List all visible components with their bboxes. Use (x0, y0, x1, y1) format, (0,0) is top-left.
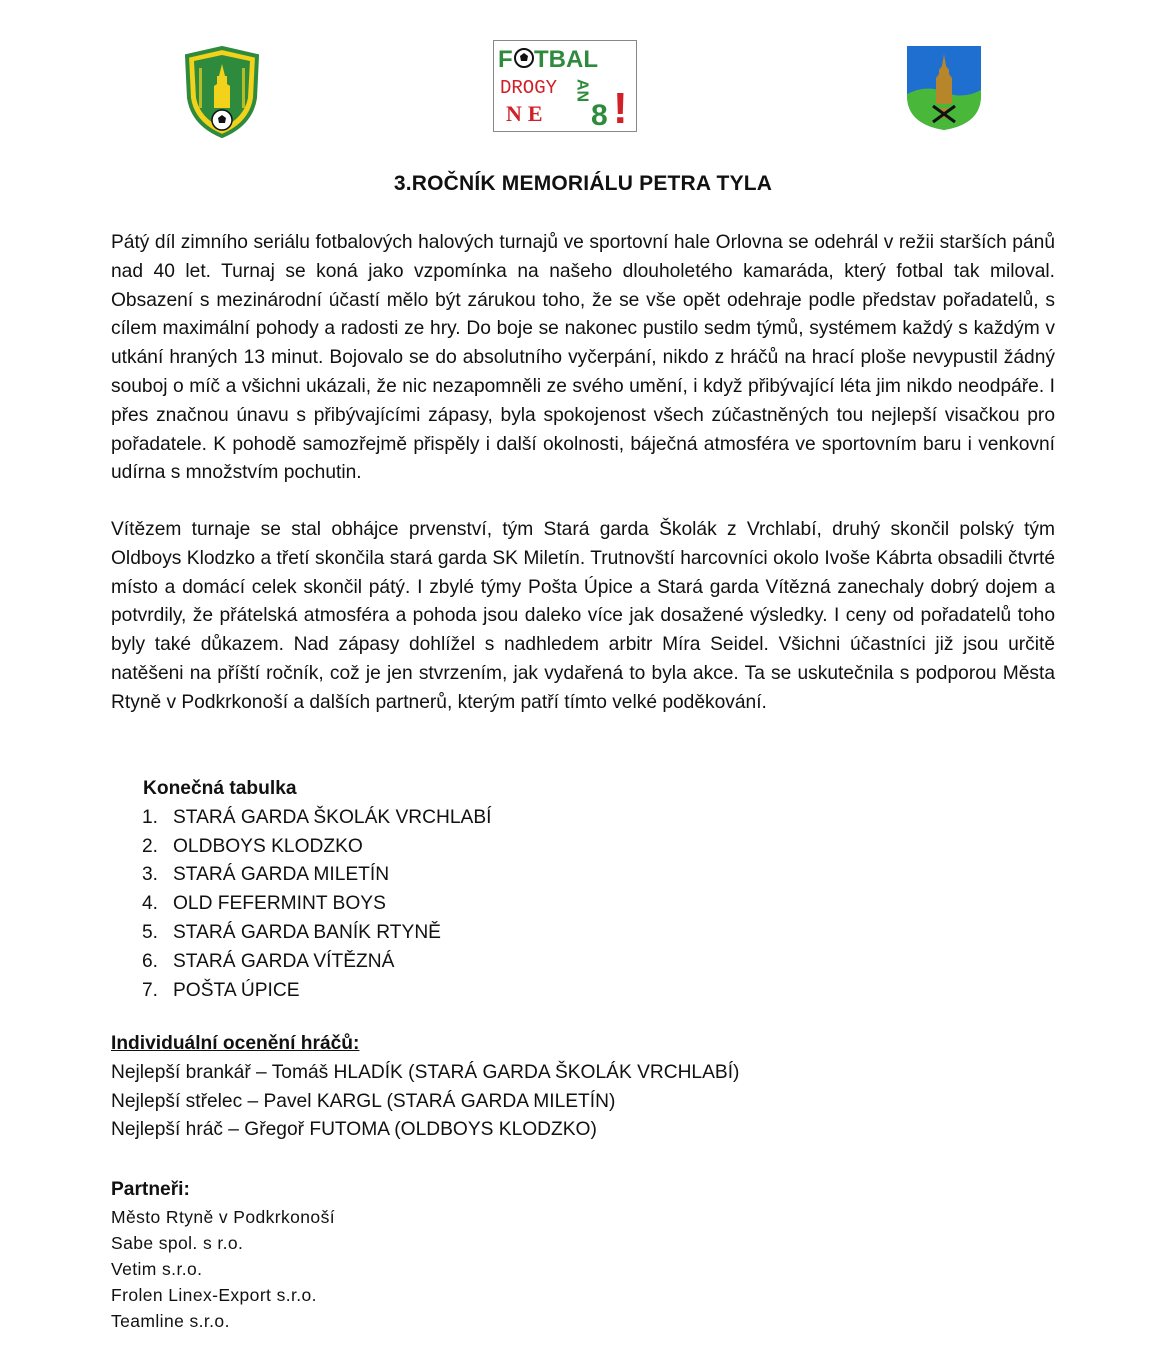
standings-row (143, 890, 491, 919)
standings-row (143, 833, 491, 862)
municipal-coat-of-arms-icon (905, 44, 983, 132)
partner-item: Frolen Linex-Export s.r.o. (111, 1285, 317, 1305)
standings-row (143, 977, 491, 1006)
standings-title: Konečná tabulka (143, 778, 297, 799)
standings-rank: 6. (141, 950, 158, 972)
logo-exclaim: ! (613, 84, 628, 131)
standings-list (143, 804, 491, 1006)
logo-letter-f: F (498, 46, 513, 73)
logo-number: 8 (591, 99, 608, 131)
standings-rank: 3. (141, 864, 158, 886)
partner-item: Sabe spol. s r.o. (111, 1233, 244, 1253)
page-title: 3.ROČNÍK MEMORIÁLU PETRA TYLA (393, 172, 773, 195)
partners-title: Partneři: (111, 1179, 190, 1200)
award-scorer: Nejlepší střelec – Pavel KARGL (STARÁ GARDA MILETÍN) (111, 1090, 616, 1112)
partner-item: Teamline s.r.o. (111, 1311, 230, 1331)
standings-team: POŠTA ÚPICE (173, 979, 300, 1001)
standings-rank: 1. (141, 806, 158, 828)
partner-item: Město Rtyně v Podkrkonoší (111, 1207, 335, 1227)
logo-ne: NE (506, 101, 549, 126)
standings-team: STARÁ GARDA BANÍK RTYNĚ (173, 921, 441, 943)
fotbal-ano-drogy-ne-logo (493, 40, 637, 132)
standings-team: OLD FEFERMINT BOYS (173, 893, 386, 915)
award-player: Nejlepší hráč – Gřegoř FUTOMA (OLDBOYS KLODZKO) (111, 1119, 597, 1141)
awards-title: Individuální ocenění hráčů: (111, 1033, 360, 1054)
article-paragraph-2: Vítězem turnaje se stal obhájce prvenství, tým Stará garda Školák z Vrchlabí, druhý skončil polský tým Oldboys Klodzko a třetí skončila stará garda SK Miletín. Trutnovští harcovníci okolo Ivoše Kábrta obsadili čtvrté místo a domácí celek skončil pátý. I zbylé týmy Pošta Úpice a Stará garda Vítězná zanechaly dobrý dojem a potvrdily, že přátelská atmosféra a pohoda jsou daleko více jak dosažené výsledky. I ceny od pořadatelů toho byly také důkazem. Nad zápasy dohlížel s nadhledem arbitr Míra Seidel. Všichni účastníci již jsou určitě natěšeni na příští ročník, což je jen stvrzením, jak vydařená to byla akce. Ta se uskutečnila s podporou Města Rtyně v Podkrkonoší a dalších partnerů, kterým patří tímto velké poděkování. (111, 519, 1055, 713)
standings-row (143, 804, 491, 833)
standings-rank: 2. (141, 835, 158, 857)
logo-drogy: DROGY (500, 77, 558, 99)
award-goalkeeper: Nejlepší brankář – Tomáš HLADÍK (STARÁ GARDA ŠKOLÁK VRCHLABÍ) (111, 1061, 740, 1083)
partners-list (111, 1204, 335, 1334)
logo-row (0, 36, 1166, 136)
standings-row (143, 861, 491, 890)
logo-ano-vertical: AN (573, 79, 591, 103)
standings-rank: 5. (141, 921, 158, 943)
standings-row (143, 919, 491, 948)
standings-rank: 7. (141, 979, 158, 1001)
standings-team: STARÁ GARDA MILETÍN (173, 864, 390, 886)
final-standings (143, 775, 491, 1005)
partners-section (111, 1176, 335, 1334)
football-club-crest-icon (183, 46, 261, 138)
standings-team: STARÁ GARDA ŠKOLÁK VRCHLABÍ (173, 806, 492, 828)
partner-item: Vetim s.r.o. (111, 1259, 203, 1279)
standings-team: STARÁ GARDA VÍTĚZNÁ (173, 950, 395, 972)
logo-letters-tbal: TBAL (534, 46, 598, 73)
standings-team: OLDBOYS KLODZKO (173, 835, 363, 857)
individual-awards (111, 1030, 739, 1145)
standings-row (143, 948, 491, 977)
article-paragraph-1: Pátý díl zimního seriálu fotbalových halových turnajů ve sportovní hale Orlovna se odehrál v režii starších pánů nad 40 let. Turnaj se koná jako vzpomínka na našeho dlouholetého kamaráda, který fotbal tak miloval. Obsazení s mezinárodní účastí mělo být zárukou toho, že se vše opět odehraje podle představ pořadatelů, s cílem maximální pohody a radosti ze hry. Do boje se nakonec pustilo sedm týmů, systémem každý s každým v utkání hraných 13 minut. Bojovalo se do absolutního vyčerpání, nikdo z hráčů na hrací ploše nevypustil žádný souboj o míč a všichni ukázali, že nic nezapomněli ze svého umění, i když přibývající léta jim nikdo neodpáře. I přes značnou únavu s přibývajícími zápasy, byla spokojenost všech zúčastněných tou nejlepší visačkou pro pořadatele. K pohodě samozřejmě přispěly i další okolnosti, báječná atmosféra ve sportovním baru i venkovní udírna s množstvím pochutin. (111, 232, 1055, 484)
standings-rank: 4. (141, 893, 158, 915)
